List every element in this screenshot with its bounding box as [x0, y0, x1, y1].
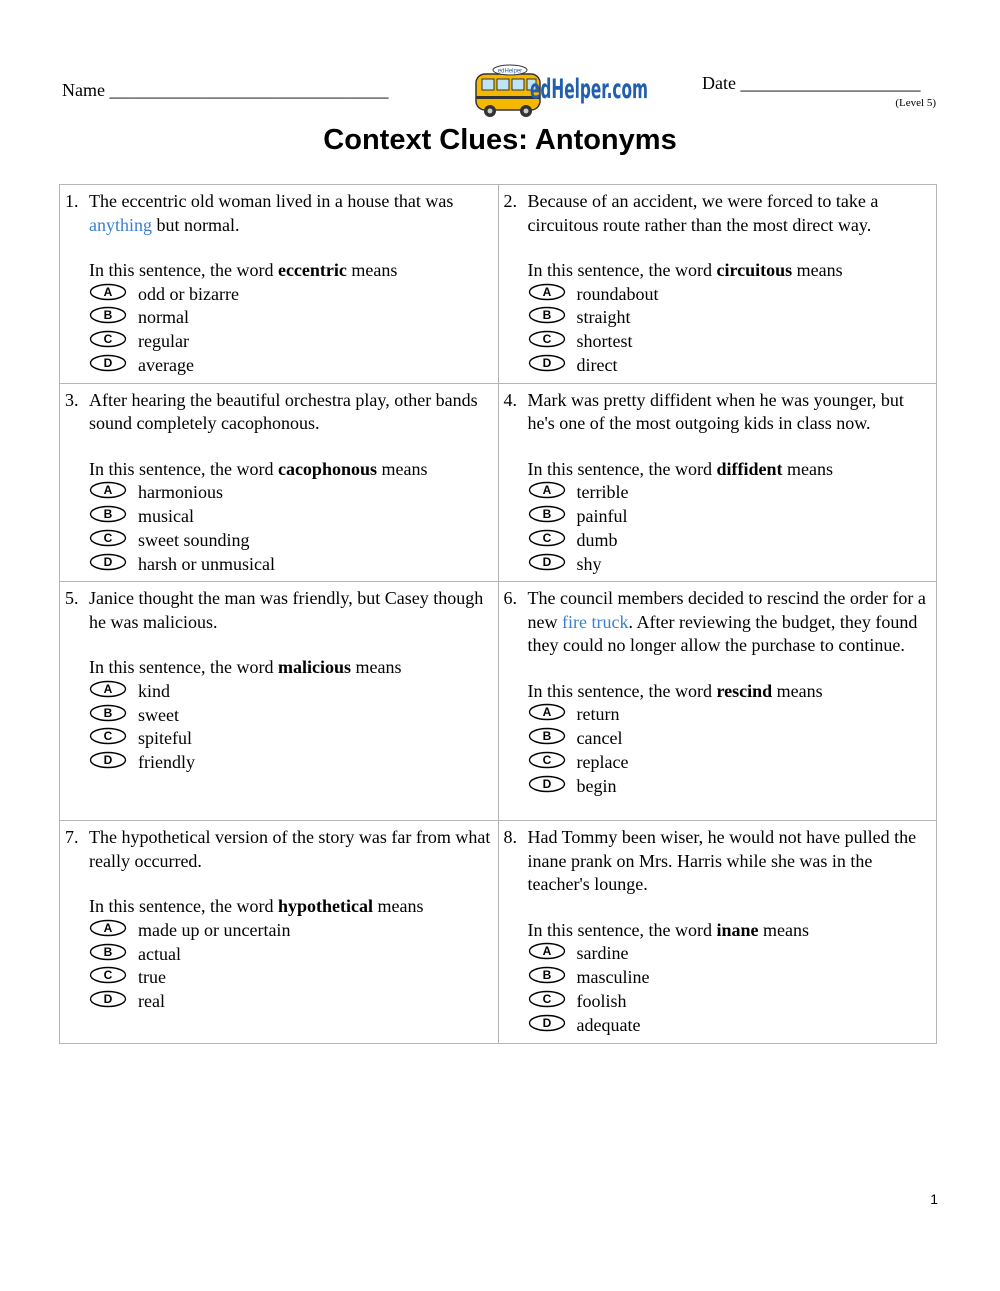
answer-bubble-b-icon[interactable]	[528, 505, 566, 523]
bubble-letter: C	[103, 968, 113, 983]
question-text-part: The council members decided to rescind the order for a new	[527, 588, 926, 632]
prompt-suffix: means	[762, 919, 809, 940]
question-prompt	[528, 919, 931, 943]
question-text	[89, 190, 492, 237]
answer-text: spiteful	[138, 728, 192, 749]
answer-option-a[interactable]	[528, 942, 931, 966]
answer-bubble-d-icon[interactable]	[528, 1014, 566, 1032]
question-prompt	[528, 458, 931, 482]
bubble-letter: B	[103, 506, 113, 521]
answer-option-d[interactable]	[89, 990, 492, 1014]
question-number: 8.	[503, 827, 517, 848]
question-prompt	[89, 656, 492, 680]
answer-bubble-b-icon[interactable]	[528, 306, 566, 324]
target-word: inane	[716, 919, 759, 940]
bubble-letter: D	[103, 554, 113, 569]
question-number: 6.	[503, 588, 517, 609]
bubble-letter: D	[542, 554, 551, 569]
answer-text: return	[576, 704, 620, 725]
name-field[interactable]: Name _______________________________	[62, 80, 389, 100]
answer-option-b[interactable]	[89, 306, 492, 330]
question-text	[89, 826, 492, 873]
question-text	[528, 826, 931, 897]
answer-option-d[interactable]	[89, 553, 492, 577]
answer-bubble-c-icon[interactable]	[528, 529, 566, 547]
answer-option-b[interactable]	[528, 505, 931, 529]
answer-text: normal	[138, 307, 189, 328]
answer-text: regular	[138, 331, 189, 352]
answer-bubble-a-icon[interactable]	[89, 680, 127, 698]
question-number: 1.	[65, 191, 79, 211]
answer-option-a[interactable]	[89, 680, 492, 704]
bubble-letter: B	[542, 729, 551, 744]
bubble-letter: D	[103, 355, 113, 370]
answer-option-b[interactable]	[89, 505, 492, 529]
answer-option-c[interactable]	[89, 330, 492, 354]
answer-text: friendly	[138, 752, 195, 773]
answer-text: straight	[576, 307, 631, 328]
answer-bubble-c-icon[interactable]	[528, 990, 566, 1008]
answer-text: direct	[576, 354, 618, 375]
answer-bubble-d-icon[interactable]	[528, 775, 566, 793]
question-8	[499, 821, 937, 1042]
question-text-part: but normal.	[152, 214, 240, 235]
question-text-part: The eccentric old woman lived in a house that was	[89, 191, 454, 211]
answer-bubble-d-icon[interactable]	[89, 751, 127, 769]
edhelper-logo	[472, 60, 654, 122]
answer-text: average	[138, 354, 194, 375]
question-number: 4.	[503, 389, 517, 410]
prompt-prefix: In this sentence, the word	[89, 896, 274, 917]
answer-option-d[interactable]	[528, 354, 931, 378]
logo-wordmark: edHelper.com	[530, 74, 648, 105]
answer-option-d[interactable]	[89, 751, 492, 775]
question-text-part: Janice thought the man was friendly, but Casey though he was malicious.	[89, 588, 484, 632]
question-text-part: . After reviewing the budget, they found they could no longer allow the purchase to continue.	[527, 611, 918, 656]
bubble-letter: C	[103, 332, 113, 347]
answer-option-c[interactable]	[89, 966, 492, 990]
bubble-letter: D	[542, 355, 551, 370]
question-text	[89, 389, 492, 436]
answer-option-b[interactable]	[528, 727, 931, 751]
question-text	[528, 190, 931, 237]
answer-option-c[interactable]	[528, 990, 931, 1014]
answer-option-c[interactable]	[528, 751, 931, 775]
bubble-letter: C	[542, 530, 551, 545]
question-4	[499, 384, 937, 582]
answer-option-b[interactable]	[89, 704, 492, 728]
answer-bubble-d-icon[interactable]	[528, 354, 566, 372]
question-prompt	[528, 259, 931, 283]
answer-bubble-a-icon[interactable]	[528, 703, 566, 721]
answer-option-d[interactable]	[528, 775, 931, 799]
prompt-suffix: means	[381, 458, 428, 479]
answer-text: odd or bizarre	[138, 283, 239, 304]
question-prompt	[89, 259, 492, 283]
answer-bubble-b-icon[interactable]	[89, 943, 127, 961]
answer-bubble-a-icon[interactable]	[89, 481, 127, 499]
answer-option-a[interactable]	[89, 919, 492, 943]
prompt-suffix: means	[377, 896, 424, 917]
question-number: 5.	[65, 588, 79, 609]
question-text	[528, 587, 931, 658]
answer-text: adequate	[576, 1014, 641, 1035]
answer-option-d[interactable]	[528, 1014, 931, 1038]
answer-text: begin	[576, 775, 617, 796]
target-word: rescind	[716, 680, 773, 701]
bubble-letter: B	[542, 968, 551, 983]
answer-text: sweet	[138, 704, 179, 725]
answer-option-d[interactable]	[89, 354, 492, 378]
prompt-suffix: means	[355, 657, 402, 678]
question-link[interactable]: fire truck	[562, 611, 629, 632]
answer-text: real	[138, 991, 165, 1012]
answer-option-a[interactable]	[89, 283, 492, 307]
answer-text: actual	[138, 943, 181, 964]
target-word: diffident	[716, 458, 783, 479]
answer-text: cancel	[576, 728, 623, 749]
question-prompt	[89, 458, 492, 482]
prompt-suffix: means	[776, 680, 823, 701]
question-text	[528, 389, 931, 436]
level-label: (Level 5)	[895, 97, 936, 109]
answer-option-a[interactable]	[89, 481, 492, 505]
prompt-prefix: In this sentence, the word	[527, 260, 712, 280]
answer-bubble-d-icon[interactable]	[89, 553, 127, 571]
answer-option-b[interactable]	[528, 306, 931, 330]
answer-text: made up or uncertain	[138, 919, 291, 940]
question-link[interactable]: anything	[89, 214, 152, 235]
answer-text: roundabout	[576, 283, 659, 304]
answer-text: true	[138, 967, 166, 988]
prompt-prefix: In this sentence, the word	[89, 458, 274, 479]
answer-text: shy	[576, 553, 602, 574]
prompt-suffix: means	[786, 458, 833, 479]
question-text	[89, 587, 492, 634]
answer-text: harmonious	[138, 482, 223, 503]
answer-text: masculine	[576, 967, 650, 988]
bus-sign: edHelper	[497, 68, 523, 75]
bubble-letter: A	[103, 920, 113, 935]
bubble-letter: A	[103, 284, 113, 299]
target-word: cacophonous	[277, 458, 377, 479]
answer-bubble-d-icon[interactable]	[89, 354, 127, 372]
question-text-part: Had Tommy been wiser, he would not have pulled the inane prank on Mrs. Harris while she was in the teacher's lounge.	[527, 827, 917, 895]
bubble-letter: B	[103, 308, 113, 323]
answer-bubble-c-icon[interactable]	[528, 330, 566, 348]
question-number: 3.	[65, 389, 79, 410]
answer-bubble-b-icon[interactable]	[89, 505, 127, 523]
prompt-prefix: In this sentence, the word	[527, 680, 712, 701]
answer-bubble-a-icon[interactable]	[89, 283, 127, 301]
answer-bubble-a-icon[interactable]	[89, 919, 127, 937]
answer-bubble-d-icon[interactable]	[89, 990, 127, 1008]
question-3	[60, 384, 498, 582]
answer-text: musical	[138, 505, 194, 526]
answer-option-d[interactable]	[528, 553, 931, 577]
answer-bubble-b-icon[interactable]	[89, 306, 127, 324]
answer-option-b[interactable]	[528, 966, 931, 990]
bubble-letter: A	[103, 681, 113, 696]
bubble-letter: B	[103, 944, 113, 959]
bubble-letter: C	[542, 991, 551, 1006]
answer-option-c[interactable]	[528, 529, 931, 553]
question-text-part: The hypothetical version of the story was far from what really occurred.	[89, 827, 491, 871]
question-5	[60, 582, 498, 780]
prompt-suffix: means	[796, 260, 843, 280]
bubble-letter: C	[103, 530, 113, 545]
question-text-part: After hearing the beautiful orchestra play, other bands sound completely cacophonous.	[89, 389, 478, 434]
question-6	[499, 582, 937, 803]
answer-text: dumb	[576, 529, 618, 550]
target-word: eccentric	[277, 260, 347, 280]
answer-bubble-b-icon[interactable]	[89, 704, 127, 722]
answer-option-a[interactable]	[528, 703, 931, 727]
answer-bubble-c-icon[interactable]	[89, 727, 127, 745]
answer-text: terrible	[576, 482, 629, 503]
question-number: 7.	[65, 827, 79, 848]
date-field[interactable]: Date ____________________	[702, 73, 921, 93]
answer-text: kind	[138, 680, 171, 701]
answer-option-c[interactable]	[89, 727, 492, 751]
target-word: hypothetical	[277, 896, 373, 917]
bubble-letter: D	[542, 776, 551, 791]
answer-text: replace	[576, 751, 629, 772]
answer-text: shortest	[576, 331, 633, 352]
page-title: Context Clues: Antonyms	[323, 124, 677, 156]
answer-option-c[interactable]	[528, 330, 931, 354]
answer-bubble-c-icon[interactable]	[89, 529, 127, 547]
question-prompt	[89, 895, 492, 919]
question-text-part: Because of an accident, we were forced to take a circuitous route rather than the most direct way.	[527, 191, 879, 235]
prompt-prefix: In this sentence, the word	[89, 260, 274, 280]
bubble-letter: D	[103, 992, 113, 1007]
answer-bubble-a-icon[interactable]	[528, 942, 566, 960]
answer-text: sweet sounding	[138, 529, 250, 550]
bubble-letter: B	[542, 506, 551, 521]
bubble-letter: C	[542, 332, 551, 347]
answer-bubble-c-icon[interactable]	[89, 966, 127, 984]
answer-option-a[interactable]	[528, 481, 931, 505]
bubble-letter: B	[103, 705, 113, 720]
prompt-prefix: In this sentence, the word	[89, 657, 274, 678]
answer-bubble-c-icon[interactable]	[89, 330, 127, 348]
bubble-letter: A	[542, 705, 551, 720]
prompt-prefix: In this sentence, the word	[527, 458, 712, 479]
answer-option-a[interactable]	[528, 283, 931, 307]
question-prompt	[528, 680, 931, 704]
answer-text: harsh or unmusical	[138, 553, 275, 574]
answer-bubble-a-icon[interactable]	[528, 283, 566, 301]
bubble-letter: A	[103, 483, 113, 498]
question-text-part: Mark was pretty diffident when he was younger, but he's one of the most outgoing kids in class now.	[527, 389, 904, 434]
questions-grid	[59, 184, 937, 1044]
question-number: 2.	[503, 191, 517, 211]
bubble-letter: D	[542, 1015, 551, 1030]
target-word: malicious	[277, 657, 351, 678]
bubble-letter: A	[542, 483, 551, 498]
answer-bubble-b-icon[interactable]	[528, 966, 566, 984]
answer-bubble-c-icon[interactable]	[528, 751, 566, 769]
question-1	[60, 185, 498, 383]
bubble-letter: A	[542, 284, 551, 299]
bubble-letter: C	[103, 729, 113, 744]
question-7	[60, 821, 498, 1019]
bubble-letter: C	[542, 752, 551, 767]
answer-bubble-b-icon[interactable]	[528, 727, 566, 745]
answer-text: foolish	[576, 990, 627, 1011]
question-2	[499, 185, 937, 383]
answer-option-b[interactable]	[89, 943, 492, 967]
bubble-letter: A	[542, 944, 551, 959]
answer-bubble-d-icon[interactable]	[528, 553, 566, 571]
answer-bubble-a-icon[interactable]	[528, 481, 566, 499]
prompt-prefix: In this sentence, the word	[527, 919, 712, 940]
bubble-letter: B	[542, 308, 551, 323]
page-number: 1	[930, 1191, 938, 1207]
target-word: circuitous	[716, 260, 793, 280]
prompt-suffix: means	[351, 260, 398, 280]
answer-option-c[interactable]	[89, 529, 492, 553]
bubble-letter: D	[103, 753, 113, 768]
answer-text: sardine	[576, 943, 629, 964]
answer-text: painful	[576, 505, 628, 526]
